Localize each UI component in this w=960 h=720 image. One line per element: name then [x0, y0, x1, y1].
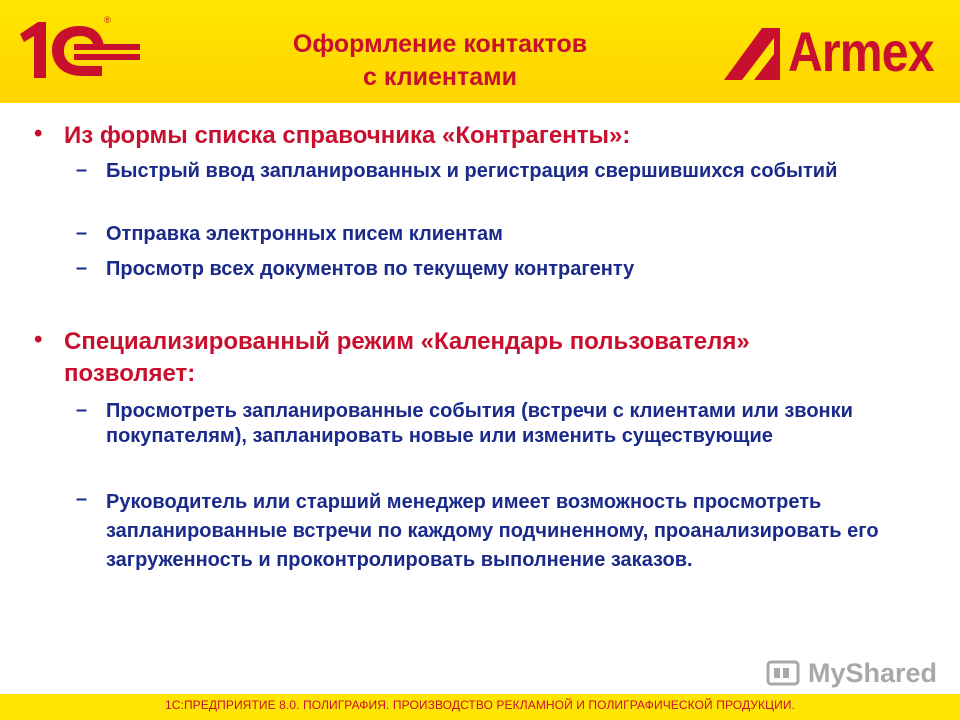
dash-icon: – — [76, 488, 88, 510]
bullet-icon: • — [34, 120, 43, 147]
dash-icon: – — [76, 399, 88, 421]
bullet-2-item-1: Просмотреть запланированные события (встречи с клиентами или звонки покупателям), запланировать новые или изменить существующие — [106, 400, 853, 447]
dash-icon: – — [76, 257, 88, 279]
bullet-1-item-1: Быстрый ввод запланированных и регистрация свершившихся событий — [106, 160, 838, 182]
bullet-1-item-3: Просмотр всех документов по текущему контрагенту — [106, 258, 635, 280]
title-line-2: с клиентами — [363, 63, 517, 91]
armex-logo-text: Armex — [788, 20, 934, 83]
bullet-2-heading: Специализированный режим «Календарь пользователя» позволяет: — [64, 328, 750, 387]
dash-icon: – — [76, 222, 88, 244]
bullet-2-item-2: Руководитель или старший менеджер имеет возможность просмотреть запланированные встречи по каждому подчиненному, проанализировать его загруженность и проконтролировать выполнение заказов. — [106, 491, 879, 571]
bullet-1-heading: Из формы списка справочника «Контрагенты»: — [64, 122, 631, 149]
registered-mark: ® — [104, 15, 111, 25]
dash-icon: – — [76, 159, 88, 181]
myshared-watermark: MyShared — [808, 658, 938, 688]
title-line-1: Оформление контактов — [292, 30, 588, 58]
footer-text: 1С:ПРЕДПРИЯТИЕ 8.0. ПОЛИГРАФИЯ. ПРОИЗВОДСТВО РЕКЛАМНОЙ И ПОЛИГРАФИЧЕСКОЙ ПРОДУКЦИИ. — [164, 698, 795, 712]
bullet-1-item-2: Отправка электронных писем клиентам — [106, 223, 503, 245]
1c-logo — [16, 16, 144, 82]
page-title — [250, 28, 630, 94]
bullet-icon: • — [34, 326, 43, 353]
